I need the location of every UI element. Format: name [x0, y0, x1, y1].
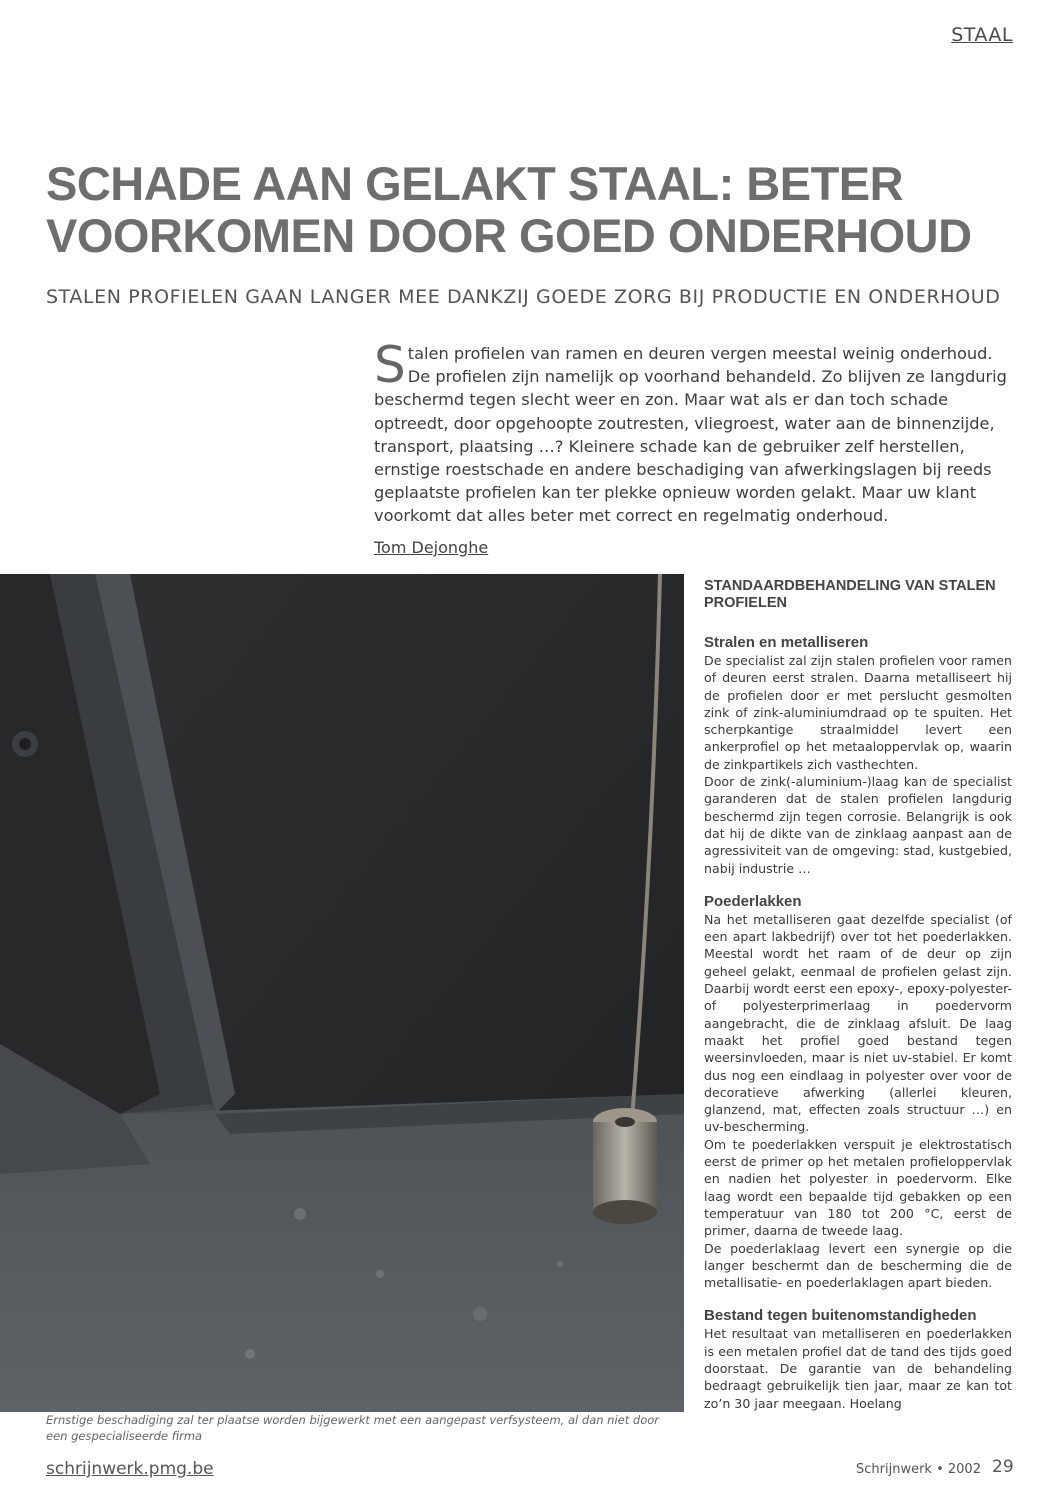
article-subtitle: STALEN PROFIELEN GAAN LANGER MEE DANKZIJ GOEDE ZORG BIJ PRODUCTIE EN ONDERHOUD [46, 286, 1001, 308]
body-paragraph: De specialist zal zijn stalen profielen voor ramen of deuren eerst stralen. Daarna metalliseert hij de profielen door er met perslucht gesmolten zink of zink-aluminiumdraad op te spuiten. Het scherpkantige straalmiddel levert een ankerprofiel op het metaaloppervlak op, waarin de zinkpartikels zich vasthechten. [704, 653, 1012, 772]
article-title: SCHADE AAN GELAKT STAAL: BETER VOORKOMEN DOOR GOED ONDERHOUD [46, 157, 972, 262]
body-paragraph: Na het metalliseren gaat dezelfde specialist (of een apart lakbedrijf) over tot het poederlakken. Meestal wordt het raam of de deur op zijn geheel gelakt, eenmaal de profielen gelast zijn. Daarbij wordt eerst een epoxy-, epoxy-polyester- of polyesterprimerlaag in poedervorm aangebracht, die de zinklaag afsluit. De laag maakt het profiel goed bestand tegen weersinvloeden, maar is niet uv-stabiel. Er komt dus nog een eindlaag in polyester over voor de decoratieve afwerking (allerlei kleuren, glanzend, mat, effecten zoals structuur …) en uv-bescherming. [704, 911, 1013, 1135]
body-paragraph: Het resultaat van metalliseren en poederlakken is een metalen profiel dat de tand des tijds goed doorstaat. De garantie van de behandeling bedraagt gebruikelijk tien jaar, maar ze kan tot zo’n 30 jaar meegaan. Hoelang [704, 1326, 1012, 1411]
section-label: STAAL [951, 24, 1013, 46]
author-byline: Tom Dejonghe [374, 538, 489, 557]
photo-illustration [0, 574, 684, 1412]
body-paragraph: Om te poederlakken verspuit je elektrostatisch eerst de primer op het metalen profieloppervlak en nadien het polyester in poedervorm. Elke laag wordt een bepaalde tijd gebakken op een temperatuur van 180 tot 200 °C, eerst de primer, daarna de tweede laag. [704, 1136, 1012, 1239]
section-heading: Bestand tegen buitenomstandigheden [704, 1307, 977, 1325]
sidebar-heading: STANDAARDBEHANDELING VAN STALEN PROFIELEN [704, 578, 996, 611]
article-photo [0, 574, 684, 1412]
photo-caption: Ernstige beschadiging zal ter plaatse worden bijgewerkt met een aangepast verfsysteem, al dan niet door een gespecialiseerde firma [46, 1413, 660, 1443]
body-paragraph: Door de zink(-aluminium-)laag kan de specialist garanderen dat de stalen profielen langdurig beschermd zijn tegen corrosie. Belangrijk is ook dat hij de dikte van de zinklaag aanpast aan de agressiviteit van de omgeving: stad, kustgebied, nabij industrie … [704, 774, 1012, 876]
intro-paragraph [374, 336, 1010, 528]
sidebar-column [704, 578, 1012, 1412]
drop-cap: S [374, 336, 406, 394]
footer-magazine: Schrijnwerk • 2002 [856, 1462, 981, 1477]
section-heading: Poederlakken [704, 892, 802, 910]
intro-text: talen profielen van ramen en deuren vergen meestal weinig onderhoud. De profielen zijn namelijk op voorhand behandeld. Zo blijven ze langdurig beschermd tegen slecht weer en zon. Maar wat als er dan toch schade optreedt, door opgehoopte zoutresten, vliegroest, water aan de binnenzijde, transport, plaatsing …? Kleinere schade kan de gebruiker zelf herstellen, ernstige roestschade en andere beschadiging van afwerkingslagen bij reeds geplaatste profielen kan ter plekke opnieuw worden gelakt. Maar uw klant voorkomt dat alles beter met correct en regelmatig onderhoud. [374, 344, 1007, 526]
body-paragraph: De poederlaklaag levert een synergie op die langer beschermt dan de bescherming die de metallisatie- en poederlaklagen apart bieden. [704, 1240, 1012, 1291]
section-heading: Stralen en metalliseren [704, 634, 869, 651]
footer-website-link[interactable]: schrijnwerk.pmg.be [46, 1459, 214, 1479]
page-number: 29 [992, 1457, 1014, 1477]
